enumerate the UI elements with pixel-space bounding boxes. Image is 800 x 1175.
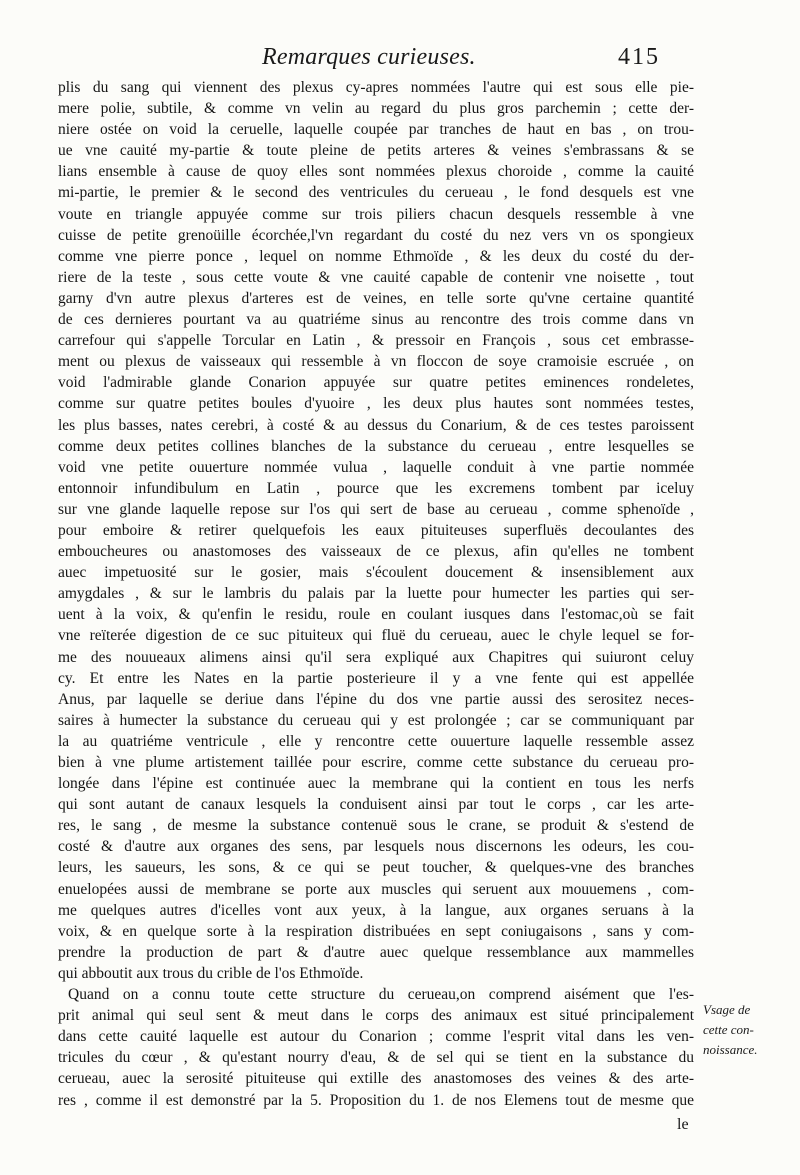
text-line: emboucheures ou anastomoses des vaisseaux de ce plexus, afin qu'elles ne tombent (58, 543, 694, 561)
text-line: longée dans l'épine est continuée auec la membrane qui la contient en tous les nerfs (58, 775, 694, 793)
text-line: enuelopées aussi de membrane se porte aux muscles qui seruent aux mouuemens , com- (58, 880, 694, 898)
text-line: voix, & en quelque sorte à la respiration distribuées en sept coniugaisons , sans y com- (58, 922, 694, 940)
text-line: costé & d'autre aux organes des sens, par lesquels nous discernons les odeurs, les cou- (58, 838, 694, 856)
text-line: mi-partie, le premier & le second des ventricules du cerueau , le fond desquels est vne (58, 184, 694, 202)
text-line: res, le sang , de mesme la substance contenuë sous le crane, se produit & s'estend de (58, 817, 694, 835)
body-text (58, 77, 694, 1111)
text-line: void vne petite ouuerture nommée vulua , laquelle conduit à vne partie nommée (58, 458, 694, 476)
text-line: me quelques autres d'icelles vont aux yeux, à la langue, aux organes seruans à la (58, 901, 694, 919)
catchword: le (677, 1116, 689, 1133)
text-line: comme deux petites collines blanches de la substance du cerueau , entre lesquelles se (58, 437, 694, 455)
text-line: mere polie, subtile, & comme vn velin au regard du plus gros parchemin ; cette der- (58, 100, 694, 118)
text-line: entonnoir infundibulum en Latin , pource que les excremens tombent par iceluy (58, 479, 694, 497)
text-line: plis du sang qui viennent des plexus cy-apres nommées l'autre qui est sous elle pie- (58, 79, 694, 96)
text-line: prit animal qui seul sent & meut dans le corps des animaux est situé principalement (58, 1007, 694, 1025)
text-line: de ces dernieres pourtant va au quatriéme sinus au rencontre des trois comme dans vn (58, 311, 694, 329)
text-line: qui abboutit aux trous du crible de l'os Ethmoïde. (58, 964, 364, 982)
page-number: 415 (618, 44, 660, 70)
text-line: garny d'vn autre plexus d'arteres est de veines, en telle sorte qu'vne certaine quantité (58, 289, 694, 307)
text-line: ment ou plexus de vaisseaux qui ressemble à vn floccon de soye cramoisie escruée , on (58, 353, 694, 371)
text-line: cy. Et entre les Nates en la partie posterieure il y a vne fente qui est appellée (58, 669, 694, 687)
text-line: ue vne cauité my-partie & toute pleine de petits arteres & veines s'embrassans & se (58, 142, 694, 160)
text-line: uent à la voix, & qu'enfin le residu, roule en coulant iusques dans l'estomac,où se fait (58, 606, 694, 624)
margin-note-line: noissance. (703, 1042, 758, 1057)
text-line: riere de la teste , sous cette voute & vne cauité capable de contenir vne noisette , tout (58, 268, 694, 286)
text-line: tricules du cœur , & qu'estant nourry d'eau, & de sel qui se tient en la substance du (58, 1049, 694, 1067)
text-line: saires à humecter la substance du cerueau qui y est prolongée ; car se communiquant par (58, 711, 694, 729)
text-line: qui sont autant de canaux lesquels la conduisent ainsi par tout le corps , car les arte- (58, 796, 694, 814)
text-line: niere ostée on void la ceruelle, laquelle coupée par tranches de haut en bas , on trou- (58, 121, 694, 139)
text-line: cerueau, auec la serosité pituiteuse qui extille des anastomoses des veines & des arte- (58, 1070, 694, 1088)
text-line: res , comme il est demonstré par la 5. Proposition du 1. de nos Elemens tout de mesme que (58, 1091, 694, 1109)
text-line: vne reïterée digestion de ce suc pituiteux qui fluë du cerueau, auec le chyle lequel se for- (58, 627, 694, 645)
text-line: Quand on a connu toute cette structure du cerueau,on comprend aisément que l'es- (68, 986, 694, 1004)
text-line: cuisse de petite grenoüille écorchée,l'vn regardant du costé du nez vers vn os spongieux (58, 226, 694, 244)
margin-note-line: cette con- (703, 1022, 754, 1037)
text-line: prendre la production de part & d'autre auec quelque ressemblance aux mammelles (58, 943, 694, 961)
text-line: comme vne pierre ponce , lequel on nomme Ethmoïde , & les deux du costé du der- (58, 247, 694, 265)
text-line: carrefour qui s'appelle Torcular en Latin , & pressoir en François , sous cet embrasse- (58, 332, 694, 350)
text-line: les plus basses, nates cerebri, à costé & au dessus du Conarium, & de ces testes paroissent (58, 416, 694, 434)
text-line: void l'admirable glande Conarion appuyée sur quatre petites eminences rondeletes, (58, 374, 694, 392)
text-line: voute en triangle appuyée comme sur trois piliers chacun desquels ressemble à vne (58, 205, 694, 223)
text-line: pour emboire & retirer quelquefois les eaux pituiteuses superfluës decoulantes des (58, 521, 694, 539)
text-line: auec impetuosité sur le gosier, mais s'écoulent doucement & insensiblement aux (58, 564, 694, 582)
margin-note-line: Vsage de (703, 1002, 751, 1017)
text-line: amygdales , & sur le lambris du palais par la luette pour humecter les parties qui ser- (58, 585, 694, 603)
text-line: la au quatriéme ventricule , elle y rencontre cette ouuerture laquelle ressemble assez (58, 732, 694, 750)
text-line: lians ensemble à cause de quoy elles sont nommées plexus choroide , comme la cauité (58, 163, 694, 181)
running-title: Remarques curieuses. (262, 44, 476, 70)
margin-note (703, 1000, 795, 1060)
text-line: bien à vne plume artistement taillée pour escrire, comme cette substance du cerueau pro- (58, 754, 694, 771)
running-head (0, 32, 800, 76)
text-line: leurs, les saueurs, les sons, & ce qui se peut toucher, & quelques-vne des branches (58, 859, 694, 877)
text-line: me des nouueaux alimens ainsi qu'il sera expliqué aux Chapitres qui suiuront celuy (58, 648, 694, 666)
text-line: sur vne glande laquelle repose sur l'os qui sert de base au cerueau , comme sphenoïde , (58, 500, 694, 518)
text-line: Anus, par laquelle se deriue dans l'épine du dos vne partie aussi des serositez neces- (58, 690, 694, 708)
text-line: comme sur quatre petites boules d'yuoire , les deux plus hautes sont nommées testes, (58, 395, 694, 413)
text-line: dans cette cauité laquelle est autour du Conarion ; comme l'esprit vital dans les ven- (58, 1028, 694, 1046)
